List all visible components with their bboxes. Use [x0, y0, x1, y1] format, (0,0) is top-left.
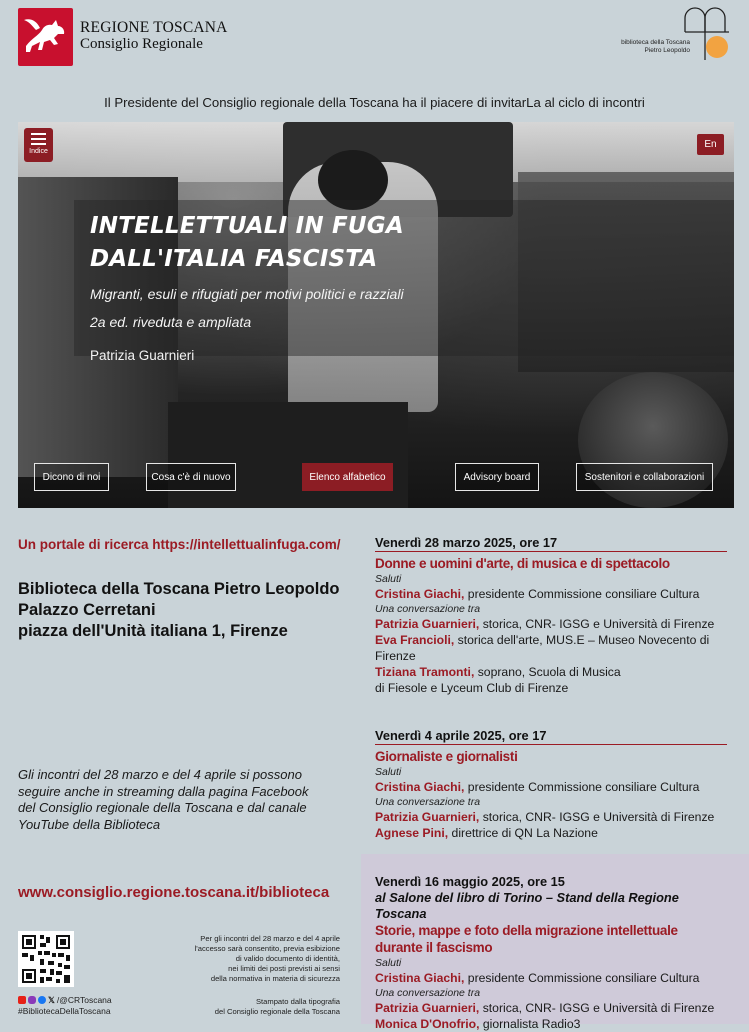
nav-elenco-alfabetico[interactable]: Elenco alfabetico: [302, 463, 393, 491]
nav-dicono-di-noi[interactable]: Dicono di noi: [34, 463, 109, 491]
event-3-speaker-2: [375, 1000, 727, 1016]
nav-sostenitori[interactable]: Sostenitori e collaborazioni: [576, 463, 713, 491]
event-3: [375, 874, 727, 1032]
speaker-name: Patrizia Guarnieri,: [375, 617, 480, 631]
printer-line2: del Consiglio regionale della Toscana: [214, 1007, 340, 1016]
access-line1: Per gli incontri del 28 marzo e del 4 aprile: [200, 934, 340, 943]
event-2-saluti: Saluti: [375, 766, 402, 778]
event-2-date: Venerdì 4 aprile 2025, ore 17: [375, 728, 727, 745]
org-name: [80, 20, 228, 52]
speaker-name: Agnese Pini,: [375, 826, 449, 840]
speaker-role: soprano, Scuola di Musica: [474, 665, 621, 679]
language-button[interactable]: En: [697, 134, 724, 155]
menu-button[interactable]: [24, 128, 53, 162]
hero-banner: [18, 122, 734, 508]
event-3-conversation: Una conversazione tra: [375, 987, 481, 999]
printer-line1: Stampato dalla tipografia: [255, 997, 340, 1006]
menu-label: Indice: [29, 148, 48, 155]
event-1: [375, 535, 727, 696]
speaker-role: storica, CNR- IGSG e Università di Firenze: [479, 617, 715, 631]
nav-cosa-ce-di-nuovo[interactable]: Cosa c'è di nuovo: [146, 463, 236, 491]
biblioteca-logo: [683, 4, 733, 62]
speaker-role: presidente Commissione consiliare Cultura: [464, 587, 700, 601]
event-1-speaker-4: [375, 664, 727, 680]
event-2-speaker-1: [375, 779, 727, 795]
printer-note: [150, 997, 340, 1017]
biblioteca-name-line1: biblioteca della Toscana: [621, 39, 690, 46]
biblioteca-name: [600, 39, 690, 55]
speaker-name: Patrizia Guarnieri,: [375, 1001, 480, 1015]
speaker-role: giornalista Radio3: [479, 1017, 581, 1031]
event-1-speaker-2: [375, 616, 727, 632]
event-1-date: Venerdì 28 marzo 2025, ore 17: [375, 535, 727, 552]
event-2-conversation: Una conversazione tra: [375, 796, 481, 808]
venue-line2: Palazzo Cerretani: [18, 601, 156, 619]
streaming-line4: YouTube della Biblioteca: [18, 816, 161, 832]
event-3-speaker-3: [375, 1016, 727, 1032]
venue-line3: piazza dell'Unità italiana 1, Firenze: [18, 622, 288, 640]
hero-title-line1: INTELLETTUALI IN FUGA: [90, 213, 404, 239]
hero-title-line2: DALL'ITALIA FASCISTA: [90, 246, 378, 272]
instagram-icon[interactable]: [28, 996, 36, 1004]
event-2: [375, 728, 727, 841]
event-2-title: Giornaliste e giornalisti: [375, 749, 518, 764]
venue-address: [18, 579, 340, 642]
nav-advisory-board[interactable]: Advisory board: [455, 463, 539, 491]
event-3-date: Venerdì 16 maggio 2025, ore 15: [375, 874, 565, 889]
hero-author: Patrizia Guarnieri: [90, 348, 195, 363]
streaming-line2: seguire anche in streaming dalla pagina Facebook: [18, 783, 309, 799]
event-3-speaker-1: [375, 970, 727, 986]
event-2-speaker-2: [375, 809, 727, 825]
pegasus-icon: [18, 8, 73, 66]
streaming-note: [18, 767, 348, 833]
event-1-speaker-1: [375, 586, 727, 602]
speaker-name: Tiziana Tramonti,: [375, 665, 475, 679]
org-name-line2: Consiglio Regionale: [80, 36, 203, 52]
facebook-icon[interactable]: [38, 996, 46, 1004]
photo-suitcase: [168, 402, 408, 508]
regione-toscana-logo: [18, 8, 73, 66]
org-name-line1: REGIONE TOSCANA: [80, 19, 228, 36]
speaker-role: storica, CNR- IGSG e Università di Firenze: [479, 810, 715, 824]
speaker-name: Cristina Giachi,: [375, 587, 465, 601]
event-1-speaker-4-role-cont: di Fiesole e Lyceum Club di Firenze: [375, 681, 569, 695]
hamburger-icon: [31, 133, 46, 145]
social-handle: /@CRToscana: [56, 995, 112, 1005]
venue-line1: Biblioteca della Toscana Pietro Leopoldo: [18, 580, 340, 598]
website-link[interactable]: www.consiglio.regione.toscana.it/biblioteca: [18, 884, 330, 901]
social-hashtag: #BibliotecaDellaToscana: [18, 1006, 111, 1016]
event-3-title-line1: Storie, mappe e foto della migrazione intellettuale: [375, 923, 678, 938]
access-line5: della normativa in materia di sicurezza: [210, 974, 340, 983]
speaker-role: storica, CNR- IGSG e Università di Firenze: [479, 1001, 715, 1015]
youtube-icon[interactable]: [18, 996, 26, 1004]
streaming-line3: del Consiglio regionale della Toscana e dal canale: [18, 800, 307, 815]
event-3-title-line2: durante il fascismo: [375, 940, 493, 955]
access-note: [150, 934, 340, 984]
access-line3: di valido documento di identità,: [235, 954, 340, 963]
event-3-saluti: Saluti: [375, 957, 402, 969]
access-line2: l'accesso sarà consentito, previa esibizione: [194, 944, 340, 953]
event-1-saluti: Saluti: [375, 573, 402, 585]
speaker-name: Monica D'Onofrio,: [375, 1017, 480, 1031]
speaker-role: presidente Commissione consiliare Cultura: [464, 780, 700, 794]
social-links: [18, 995, 112, 1017]
invitation-text: Il Presidente del Consiglio regionale della Toscana ha il piacere di invitarLa al ciclo di incontri: [104, 95, 645, 110]
hero-title: [90, 210, 404, 276]
speaker-role: storica dell'arte, MUS.E – Museo Novecento di Firenze: [375, 633, 710, 663]
hero-subtitle: Migranti, esuli e rifugiati per motivi politici e razziali: [90, 286, 404, 302]
event-1-speaker-3: [375, 632, 727, 664]
event-2-speaker-3: [375, 825, 727, 841]
speaker-role: direttrice di QN La Nazione: [448, 826, 598, 840]
speaker-name: Cristina Giachi,: [375, 971, 465, 985]
streaming-line1: Gli incontri del 28 marzo e del 4 aprile si possono: [18, 767, 302, 782]
portal-link[interactable]: Un portale di ricerca https://intellettualinfuga.com/: [18, 537, 341, 552]
speaker-name: Eva Francioli,: [375, 633, 455, 647]
speaker-name: Cristina Giachi,: [375, 780, 465, 794]
x-icon[interactable]: 𝕏: [48, 995, 55, 1005]
biblioteca-name-line2: Pietro Leopoldo: [644, 47, 690, 54]
access-line4: nei limiti dei posti previsti ai sensi: [228, 964, 340, 973]
speaker-name: Patrizia Guarnieri,: [375, 810, 480, 824]
event-1-conversation: Una conversazione tra: [375, 603, 481, 615]
event-1-title: Donne e uomini d'arte, di musica e di spettacolo: [375, 556, 670, 571]
speaker-role: presidente Commissione consiliare Cultura: [464, 971, 700, 985]
qr-code: [18, 931, 74, 987]
event-3-venue: al Salone del libro di Torino – Stand della Regione Toscana: [375, 890, 679, 921]
hero-edition: 2a ed. riveduta e ampliata: [90, 314, 252, 330]
